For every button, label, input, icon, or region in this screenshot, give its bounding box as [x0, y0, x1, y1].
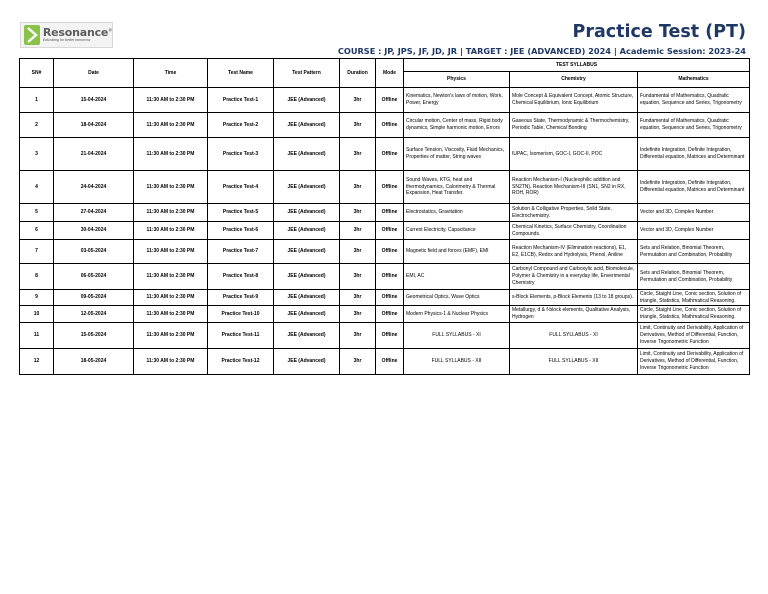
table-row	[20, 88, 750, 113]
cell-chemistry: Mole Concept & Equivalent Concept, Atomic Structure, Chemical Equilibrium, Ionic Equilibrium	[510, 88, 638, 113]
cell-time: 11:30 AM to 2:30 PM	[134, 290, 208, 306]
page-title: Practice Test (PT)	[572, 22, 746, 42]
cell-date: 30-04-2024	[54, 222, 134, 240]
cell-mode: Offline	[376, 264, 404, 290]
cell-chemistry: Chemical Kinetics, Surface Chemistry, Coordination Compounds.	[510, 222, 638, 240]
cell-mode: Offline	[376, 113, 404, 138]
cell-chemistry: Reaction Mechanism-I (Nucleophilic addition and SN2TN), Reaction Mechanism-III (SN1, SN2 in RX, ROH, ROR)	[510, 171, 638, 204]
cell-duration: 3hr	[340, 204, 376, 222]
cell-physics: EMI, AC	[404, 264, 510, 290]
cell-mathematics: Vector and 3D, Complex Number	[638, 204, 750, 222]
cell-test-name: Practice Test-9	[208, 290, 274, 306]
brand-logo	[20, 22, 113, 48]
cell-pattern: JEE (Advanced)	[274, 264, 340, 290]
cell-physics: Modern Physics-1 & Nuclear Physics	[404, 306, 510, 323]
cell-physics: FULL SYLLABUS - XI	[404, 323, 510, 349]
cell-pattern: JEE (Advanced)	[274, 138, 340, 171]
cell-duration: 3hr	[340, 323, 376, 349]
header-chemistry: Chemistry	[510, 72, 638, 88]
cell-date: 15-04-2024	[54, 88, 134, 113]
table-row	[20, 171, 750, 204]
cell-time: 11:30 AM to 2:30 PM	[134, 306, 208, 323]
cell-test-name: Practice Test-2	[208, 113, 274, 138]
cell-mode: Offline	[376, 171, 404, 204]
brand-text	[43, 27, 112, 43]
header-physics: Physics	[404, 72, 510, 88]
cell-pattern: JEE (Advanced)	[274, 222, 340, 240]
cell-duration: 3hr	[340, 88, 376, 113]
cell-pattern: JEE (Advanced)	[274, 349, 340, 375]
cell-test-name: Practice Test-11	[208, 323, 274, 349]
table-row	[20, 323, 750, 349]
cell-pattern: JEE (Advanced)	[274, 240, 340, 264]
cell-sno: 12	[20, 349, 54, 375]
cell-sno: 3	[20, 138, 54, 171]
cell-physics: Sound Waves, KTG, heat and thermodynamics, Calorimetry & Thermal Expansion, Heat Transfer.	[404, 171, 510, 204]
header-test-pattern: Test Pattern	[274, 59, 340, 88]
cell-pattern: JEE (Advanced)	[274, 306, 340, 323]
table-row	[20, 204, 750, 222]
cell-date: 15-05-2024	[54, 323, 134, 349]
cell-test-name: Practice Test-5	[208, 204, 274, 222]
cell-mode: Offline	[376, 222, 404, 240]
cell-time: 11:30 AM to 2:30 PM	[134, 349, 208, 375]
cell-chemistry: Solution & Colligative Properties, Solid State, Electrochemistry.	[510, 204, 638, 222]
cell-chemistry: IUPAC, Isomerism, GOC-I, GOC-II, POC	[510, 138, 638, 171]
cell-sno: 10	[20, 306, 54, 323]
cell-date: 06-05-2024	[54, 264, 134, 290]
table-row	[20, 113, 750, 138]
cell-time: 11:30 AM to 2:30 PM	[134, 264, 208, 290]
cell-date: 24-04-2024	[54, 171, 134, 204]
cell-duration: 3hr	[340, 113, 376, 138]
header-date: Date	[54, 59, 134, 88]
schedule-table	[19, 58, 750, 375]
cell-mode: Offline	[376, 323, 404, 349]
cell-chemistry: Carbonyl Compound and Carboxylic acid, Biomolecule, Polymer & Chemistry in a everyday life, Enverimental Chemistry	[510, 264, 638, 290]
cell-sno: 1	[20, 88, 54, 113]
cell-sno: 9	[20, 290, 54, 306]
cell-physics: Magnetic field and forces (EMF), EMI	[404, 240, 510, 264]
cell-sno: 5	[20, 204, 54, 222]
table-row	[20, 264, 750, 290]
cell-pattern: JEE (Advanced)	[274, 113, 340, 138]
table-row	[20, 306, 750, 323]
cell-test-name: Practice Test-7	[208, 240, 274, 264]
cell-test-name: Practice Test-4	[208, 171, 274, 204]
cell-test-name: Practice Test-10	[208, 306, 274, 323]
cell-test-name: Practice Test-3	[208, 138, 274, 171]
brand-reg: ®	[108, 27, 112, 33]
cell-duration: 3hr	[340, 349, 376, 375]
header-mode: Mode	[376, 59, 404, 88]
cell-date: 21-04-2024	[54, 138, 134, 171]
cell-date: 12-05-2024	[54, 306, 134, 323]
header-duration: Duration	[340, 59, 376, 88]
cell-physics: Circular motion, Center of mass, Rigid body dynamics, Simple harmonic motion, Errors	[404, 113, 510, 138]
resonance-logo-icon	[24, 25, 40, 45]
cell-pattern: JEE (Advanced)	[274, 323, 340, 349]
cell-mathematics: Indefinite Integration, Definite Integration, Differential equation, Matrices and Determinant	[638, 138, 750, 171]
cell-mode: Offline	[376, 138, 404, 171]
cell-time: 11:30 AM to 2:30 PM	[134, 204, 208, 222]
cell-duration: 3hr	[340, 138, 376, 171]
cell-duration: 3hr	[340, 306, 376, 323]
cell-date: 09-05-2024	[54, 290, 134, 306]
table-row	[20, 290, 750, 306]
cell-test-name: Practice Test-8	[208, 264, 274, 290]
cell-physics: Surface Tension, Viscosity, Fluid Mechanics, Properties of matter, String waves	[404, 138, 510, 171]
cell-pattern: JEE (Advanced)	[274, 171, 340, 204]
cell-chemistry: Gaseous State, Thermodynamic & Thermochemistry, Periodic Table, Chemical Bonding	[510, 113, 638, 138]
cell-mathematics: Fundamental of Mathematics, Quadratic equation, Sequence and Series, Trigonometry	[638, 88, 750, 113]
cell-time: 11:30 AM to 2:30 PM	[134, 323, 208, 349]
cell-mode: Offline	[376, 290, 404, 306]
header-time: Time	[134, 59, 208, 88]
cell-mathematics: Indefinite Integration, Definite Integration, Differential equation, Matrices and Determinant	[638, 171, 750, 204]
cell-physics: Geometrical Optics, Wave Optics	[404, 290, 510, 306]
cell-mathematics: Circle, Staight Line, Conic section, Solution of triangle, Statistics, Mathmatical Reasoning.	[638, 306, 750, 323]
cell-mathematics: Sets and Relation, Binomial Theorem, Permutation and Combination, Probability	[638, 240, 750, 264]
header-test-name: Test Name	[208, 59, 274, 88]
cell-mode: Offline	[376, 306, 404, 323]
course-line: COURSE : JP, JPS, JF, JD, JR | TARGET : JEE (ADVANCED) 2024 | Academic Session: 2023-24	[337, 46, 746, 56]
cell-mode: Offline	[376, 204, 404, 222]
cell-chemistry: Reaction Mechanism-IV (Elimination reactions), E1, E2, E1CB), Redox and Hydrolysis, Phenol, Aniline	[510, 240, 638, 264]
table-row	[20, 222, 750, 240]
cell-mathematics: Circle, Staight Line, Conic section, Solution of triangle, Statistics, Mathmatical Reasoning.	[638, 290, 750, 306]
cell-mathematics: Limit, Continuity and Derivability, Application of Derivatives, Method of Differential, Function, Inverse Trigonometric Function	[638, 323, 750, 349]
cell-time: 11:30 AM to 2:30 PM	[134, 171, 208, 204]
cell-sno: 2	[20, 113, 54, 138]
cell-mathematics: Vector and 3D, Complex Number	[638, 222, 750, 240]
cell-pattern: JEE (Advanced)	[274, 290, 340, 306]
cell-duration: 3hr	[340, 290, 376, 306]
cell-duration: 3hr	[340, 240, 376, 264]
table-row	[20, 240, 750, 264]
cell-duration: 3hr	[340, 264, 376, 290]
cell-sno: 6	[20, 222, 54, 240]
cell-duration: 3hr	[340, 171, 376, 204]
table-row	[20, 138, 750, 171]
cell-date: 18-04-2024	[54, 113, 134, 138]
brand-tagline: Educating for better tomorrow	[42, 38, 91, 43]
cell-chemistry: FULL SYLLABUS - XI	[510, 323, 638, 349]
cell-mode: Offline	[376, 240, 404, 264]
cell-sno: 8	[20, 264, 54, 290]
cell-duration: 3hr	[340, 222, 376, 240]
cell-mode: Offline	[376, 88, 404, 113]
schedule-body	[20, 88, 750, 375]
cell-date: 03-05-2024	[54, 240, 134, 264]
header-mathematics: Mathematics	[638, 72, 750, 88]
cell-chemistry: Metallurgy, d & f-block elements, Qualitative Analysis, Hydrogen	[510, 306, 638, 323]
cell-mode: Offline	[376, 349, 404, 375]
cell-pattern: JEE (Advanced)	[274, 204, 340, 222]
cell-date: 27-04-2024	[54, 204, 134, 222]
cell-time: 11:30 AM to 2:30 PM	[134, 222, 208, 240]
cell-time: 11:30 AM to 2:30 PM	[134, 240, 208, 264]
header-test-syllabus: TEST SYLLABUS	[404, 59, 750, 72]
cell-time: 11:30 AM to 2:30 PM	[134, 113, 208, 138]
table-row	[20, 349, 750, 375]
cell-test-name: Practice Test-12	[208, 349, 274, 375]
cell-physics: Kinematics, Newton's laws of motion, Work, Power, Energy	[404, 88, 510, 113]
cell-date: 18-05-2024	[54, 349, 134, 375]
cell-physics: Electrostatics, Gravitation	[404, 204, 510, 222]
cell-sno: 7	[20, 240, 54, 264]
cell-test-name: Practice Test-6	[208, 222, 274, 240]
cell-mathematics: Sets and Relation, Binomial Theorem, Permutation and Combination, Probability	[638, 264, 750, 290]
cell-test-name: Practice Test-1	[208, 88, 274, 113]
cell-sno: 11	[20, 323, 54, 349]
brand-name: Resonance	[42, 26, 109, 40]
cell-sno: 4	[20, 171, 54, 204]
cell-time: 11:30 AM to 2:30 PM	[134, 88, 208, 113]
cell-time: 11:30 AM to 2:30 PM	[134, 138, 208, 171]
cell-pattern: JEE (Advanced)	[274, 88, 340, 113]
cell-mathematics: Limit, Continuity and Derivability, Application of Derivatives, Method of Differential, Function, Inverse Trigonometric Function	[638, 349, 750, 375]
cell-chemistry: FULL SYLLABUS - XII	[510, 349, 638, 375]
cell-chemistry: s-Block Elements, p-Block Elements (13 to 18 groups).	[510, 290, 638, 306]
cell-mathematics: Fundamental of Mathematics, Quadratic equation, Sequence and Series, Trigonometry	[638, 113, 750, 138]
cell-physics: FULL SYLLABUS - XII	[404, 349, 510, 375]
header-sno: SN#	[20, 59, 54, 88]
cell-physics: Current Electricity, Capacitance	[404, 222, 510, 240]
